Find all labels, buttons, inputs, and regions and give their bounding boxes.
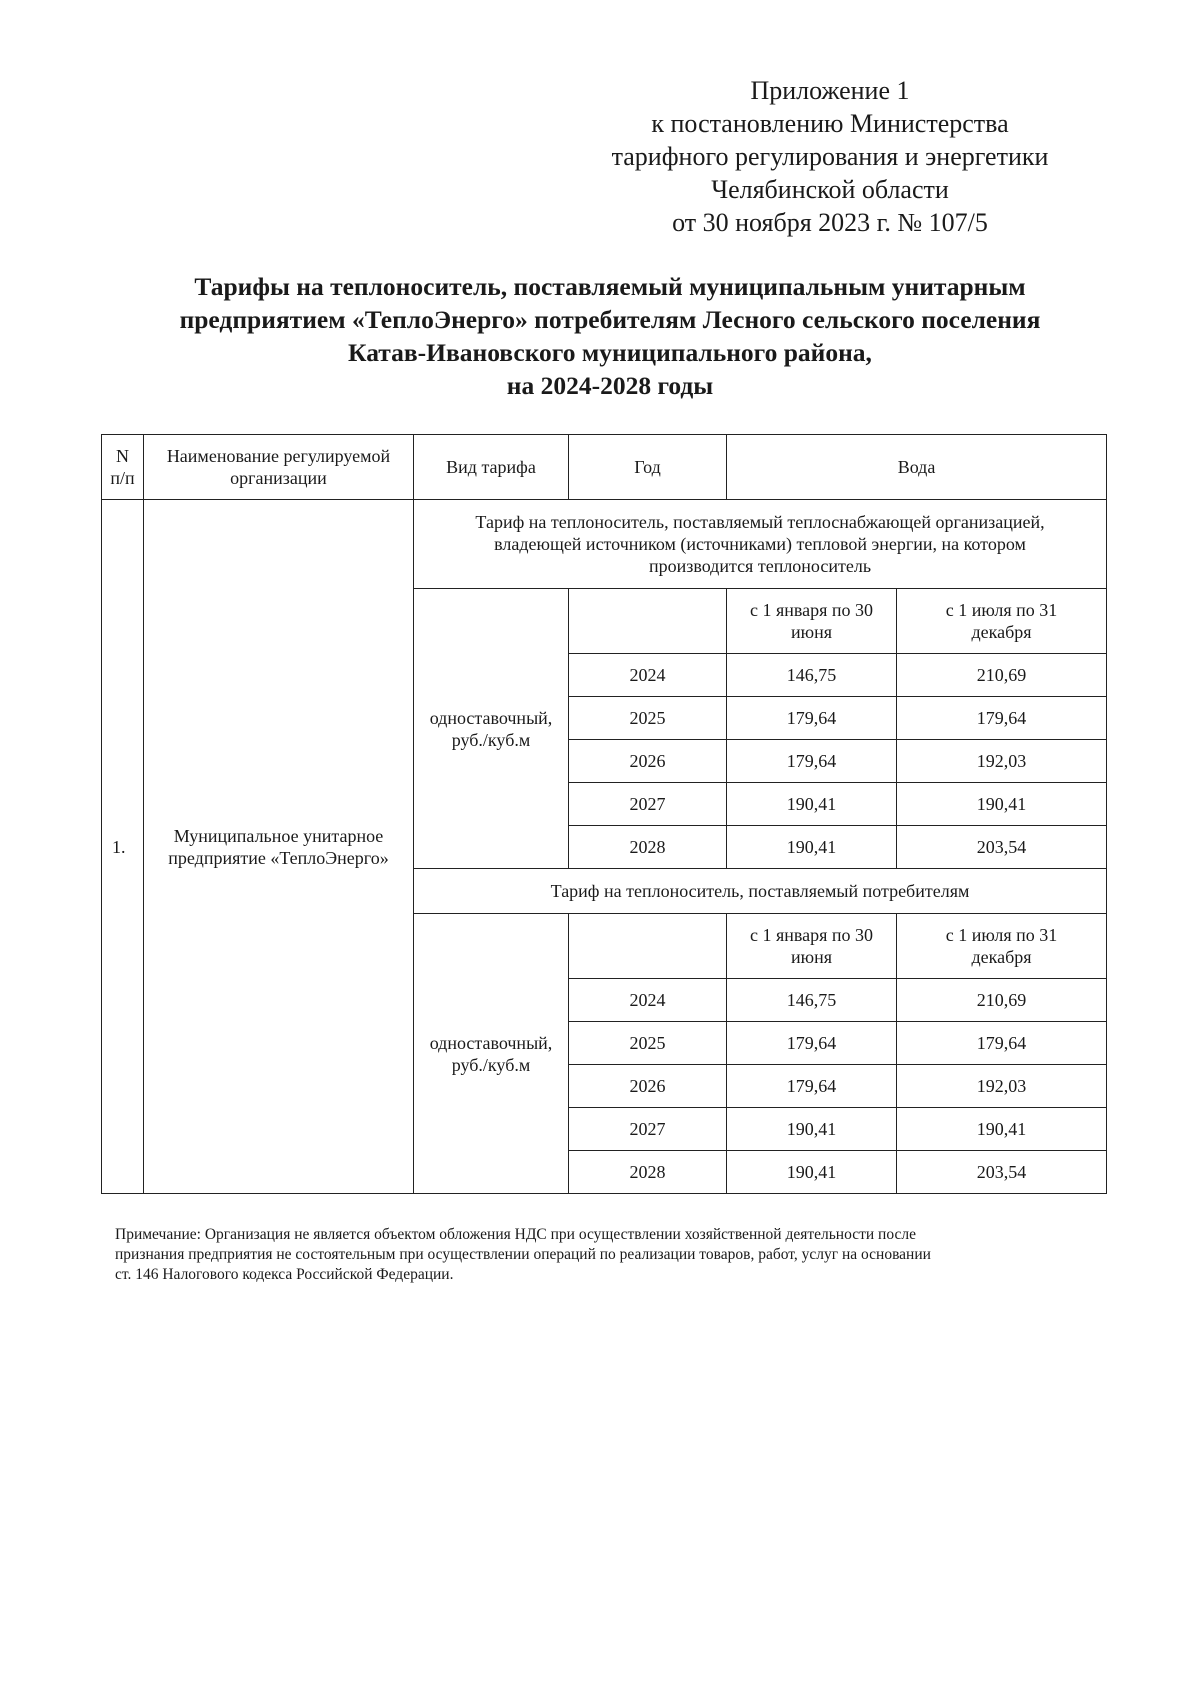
header-org: Наименование регулируемой организации	[144, 435, 414, 500]
year-cell: 2028	[569, 1151, 727, 1194]
value-cell: 210,69	[897, 654, 1107, 697]
value-cell: 179,64	[727, 1065, 897, 1108]
title-line: предприятием «ТеплоЭнерго» потребителям Лесного сельского поселения	[179, 305, 1041, 334]
year-cell: 2024	[569, 654, 727, 697]
footnote-line: ст. 146 Налогового кодекса Российской Федерации.	[115, 1266, 454, 1283]
period-1-header: с 1 января по 30 июня	[727, 914, 897, 979]
value-cell: 192,03	[897, 1065, 1107, 1108]
footnote-line: Примечание: Организация не является объектом обложения НДС при осуществлении хозяйственной деятельности после	[115, 1226, 916, 1243]
period-2-header: с 1 июля по 31 декабря	[897, 589, 1107, 654]
title-line: Тарифы на теплоноситель, поставляемый муниципальным унитарным	[194, 272, 1026, 301]
value-cell: 179,64	[727, 1022, 897, 1065]
title-line: Катав-Ивановского муниципального района,	[348, 338, 872, 367]
empty-cell	[569, 589, 727, 654]
value-cell: 179,64	[897, 697, 1107, 740]
tariff-type-cell: одноставочный, руб./куб.м	[414, 914, 569, 1194]
appendix-line: к постановлению Министерства	[651, 109, 1009, 138]
row-number: 1.	[102, 500, 144, 1194]
appendix-line: от 30 ноября 2023 г. № 107/5	[672, 208, 988, 237]
empty-cell	[569, 914, 727, 979]
value-cell: 190,41	[897, 783, 1107, 826]
year-cell: 2024	[569, 979, 727, 1022]
appendix-line: Приложение 1	[750, 76, 910, 105]
header-year: Год	[569, 435, 727, 500]
year-cell: 2025	[569, 697, 727, 740]
header-tariff-type: Вид тарифа	[414, 435, 569, 500]
year-cell: 2026	[569, 1065, 727, 1108]
value-cell: 190,41	[727, 783, 897, 826]
section-title: Тариф на теплоноситель, поставляемый потребителям	[414, 869, 1107, 914]
value-cell: 192,03	[897, 740, 1107, 783]
section-title-row	[102, 500, 1107, 589]
section-title: Тариф на теплоноситель, поставляемый теплоснабжающей организацией, владеющей источником (источниками) тепловой энергии, на котором производится теплоноситель	[414, 500, 1107, 589]
appendix-line: Челябинской области	[711, 175, 949, 204]
tariff-table	[101, 434, 1107, 1194]
value-cell: 179,64	[897, 1022, 1107, 1065]
table-header-row	[102, 435, 1107, 500]
tariff-type-cell: одноставочный, руб./куб.м	[414, 589, 569, 869]
value-cell: 203,54	[897, 1151, 1107, 1194]
year-cell: 2026	[569, 740, 727, 783]
organization-name: Муниципальное унитарное предприятие «ТеплоЭнерго»	[144, 500, 414, 1194]
footnote	[115, 1225, 1100, 1285]
year-cell: 2027	[569, 1108, 727, 1151]
header-num: N п/п	[102, 435, 144, 500]
title-line: на 2024-2028 годы	[506, 371, 714, 400]
value-cell: 146,75	[727, 654, 897, 697]
year-cell: 2028	[569, 826, 727, 869]
year-cell: 2027	[569, 783, 727, 826]
period-1-header: с 1 января по 30 июня	[727, 589, 897, 654]
header-water: Вода	[727, 435, 1107, 500]
value-cell: 179,64	[727, 740, 897, 783]
year-cell: 2025	[569, 1022, 727, 1065]
value-cell: 190,41	[897, 1108, 1107, 1151]
document-title	[100, 270, 1120, 402]
value-cell: 190,41	[727, 1151, 897, 1194]
period-2-header: с 1 июля по 31 декабря	[897, 914, 1107, 979]
value-cell: 190,41	[727, 1108, 897, 1151]
appendix-header	[560, 74, 1100, 239]
value-cell: 179,64	[727, 697, 897, 740]
value-cell: 146,75	[727, 979, 897, 1022]
appendix-line: тарифного регулирования и энергетики	[611, 142, 1049, 171]
value-cell: 210,69	[897, 979, 1107, 1022]
value-cell: 203,54	[897, 826, 1107, 869]
value-cell: 190,41	[727, 826, 897, 869]
footnote-line: признания предприятия не состоятельным при осуществлении операций по реализации товаров, работ, услуг на основании	[115, 1246, 931, 1263]
